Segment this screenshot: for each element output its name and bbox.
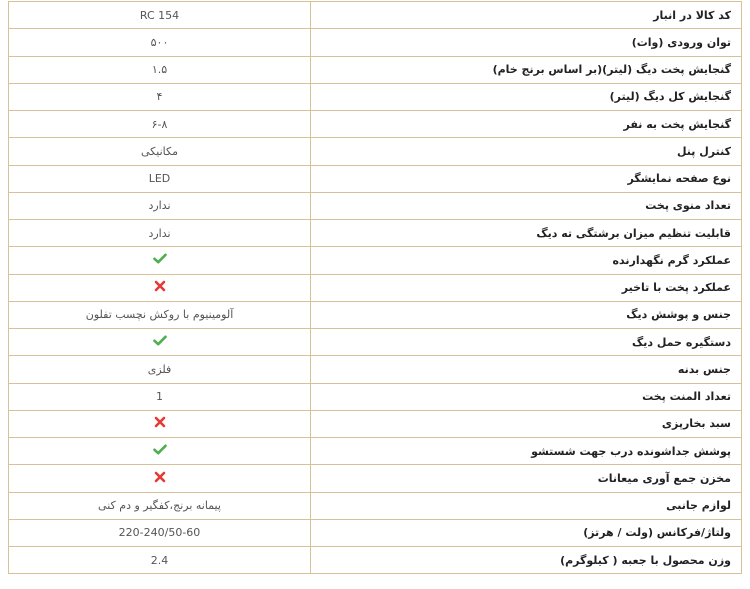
table-row bbox=[9, 383, 742, 410]
spec-value: ۶-۸ bbox=[9, 111, 311, 138]
spec-table bbox=[8, 1, 742, 574]
table-row bbox=[9, 192, 742, 219]
spec-value: آلومینیوم با روکش نچسب تفلون bbox=[9, 301, 311, 328]
spec-label: تعداد المنت پخت bbox=[311, 383, 742, 410]
table-row bbox=[9, 547, 742, 574]
table-row bbox=[9, 220, 742, 247]
spec-value: ۱.۵ bbox=[9, 56, 311, 83]
spec-label: قابلیت تنظیم میزان برشتگی ته دیگ bbox=[311, 220, 742, 247]
cross-icon bbox=[154, 280, 166, 295]
cross-icon bbox=[154, 471, 166, 486]
spec-label: توان ورودی (وات) bbox=[311, 29, 742, 56]
table-row bbox=[9, 29, 742, 56]
spec-value: RC 154 bbox=[9, 2, 311, 29]
spec-value: 2.4 bbox=[9, 547, 311, 574]
spec-label: ولتاژ/فرکانس (ولت / هرتز) bbox=[311, 519, 742, 546]
table-row bbox=[9, 111, 742, 138]
spec-label: سبد بخارپزی bbox=[311, 410, 742, 437]
spec-label: لوازم جانبی bbox=[311, 492, 742, 519]
spec-label: پوشش جداشونده درب جهت شستشو bbox=[311, 438, 742, 465]
table-row bbox=[9, 356, 742, 383]
table-row bbox=[9, 492, 742, 519]
spec-value: ندارد bbox=[9, 192, 311, 219]
table-row bbox=[9, 83, 742, 110]
spec-label: مخزن جمع آوری میعانات bbox=[311, 465, 742, 492]
table-row bbox=[9, 138, 742, 165]
spec-label: دستگیره حمل دیگ bbox=[311, 329, 742, 356]
spec-value: LED bbox=[9, 165, 311, 192]
spec-label: جنس بدنه bbox=[311, 356, 742, 383]
spec-value-cell bbox=[9, 247, 311, 274]
spec-label: کد کالا در انبار bbox=[311, 2, 742, 29]
check-icon bbox=[153, 335, 167, 349]
spec-value: 220-240/50-60 bbox=[9, 519, 311, 546]
table-row bbox=[9, 274, 742, 301]
spec-value: ۴ bbox=[9, 83, 311, 110]
spec-value: ندارد bbox=[9, 220, 311, 247]
check-icon bbox=[153, 253, 167, 267]
spec-value: فلزی bbox=[9, 356, 311, 383]
cross-icon bbox=[154, 416, 166, 431]
spec-label: کنترل پنل bbox=[311, 138, 742, 165]
spec-label: گنجایش پخت به نفر bbox=[311, 111, 742, 138]
spec-label: وزن محصول با جعبه ( کیلوگرم) bbox=[311, 547, 742, 574]
spec-value: پیمانه برنج،کفگیر و دم کنی bbox=[9, 492, 311, 519]
spec-value: مکانیکی bbox=[9, 138, 311, 165]
table-row bbox=[9, 438, 742, 465]
table-row bbox=[9, 2, 742, 29]
spec-label: تعداد منوی پخت bbox=[311, 192, 742, 219]
spec-value-cell bbox=[9, 465, 311, 492]
table-row bbox=[9, 519, 742, 546]
table-row bbox=[9, 329, 742, 356]
table-row bbox=[9, 301, 742, 328]
spec-label: عملکرد گرم نگهدارنده bbox=[311, 247, 742, 274]
spec-value-cell bbox=[9, 329, 311, 356]
spec-value-cell bbox=[9, 438, 311, 465]
table-row bbox=[9, 410, 742, 437]
spec-label: گنجایش پخت دیگ (لیتر)(بر اساس برنج خام) bbox=[311, 56, 742, 83]
spec-value-cell bbox=[9, 274, 311, 301]
spec-label: عملکرد پخت با تاخیر bbox=[311, 274, 742, 301]
spec-value: 1 bbox=[9, 383, 311, 410]
spec-label: جنس و پوشش دیگ bbox=[311, 301, 742, 328]
spec-value: ۵۰۰ bbox=[9, 29, 311, 56]
spec-value-cell bbox=[9, 410, 311, 437]
check-icon bbox=[153, 444, 167, 458]
table-row bbox=[9, 56, 742, 83]
table-row bbox=[9, 247, 742, 274]
spec-table-body bbox=[9, 2, 742, 574]
table-row bbox=[9, 165, 742, 192]
table-row bbox=[9, 465, 742, 492]
spec-label: گنجایش کل دیگ (لیتر) bbox=[311, 83, 742, 110]
spec-label: نوع صفحه نمایشگر bbox=[311, 165, 742, 192]
